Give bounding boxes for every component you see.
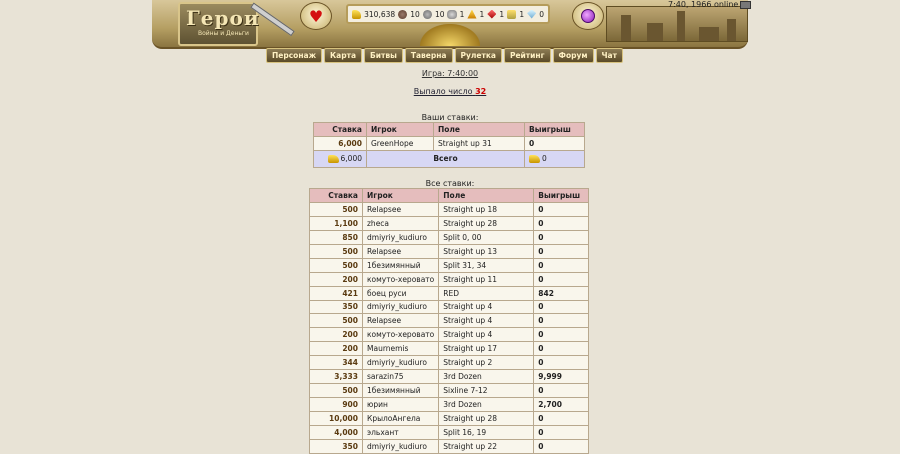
- cell-player[interactable]: Relapsee: [363, 202, 439, 216]
- cell-bet: 344: [310, 356, 363, 370]
- cell-field: 3rd Dozen: [439, 370, 534, 384]
- table-row: [310, 230, 589, 244]
- col-player: Игрок: [367, 123, 434, 137]
- my-bets-caption: Ваши ставки:: [421, 113, 479, 122]
- server-clock: [668, 0, 751, 9]
- health-orb[interactable]: [300, 2, 332, 30]
- castle-tower: [647, 23, 663, 41]
- cell-bet: 500: [310, 314, 363, 328]
- cell-win: 0: [534, 314, 589, 328]
- resource-crystal-value: 1: [499, 9, 505, 19]
- logo-title: Герои: [186, 6, 260, 30]
- result-number: 32: [475, 87, 487, 96]
- table-header-row: [310, 189, 589, 203]
- nav-map[interactable]: Карта: [324, 48, 362, 63]
- cell-win: 0: [534, 272, 589, 286]
- gold-ornament: [420, 24, 480, 46]
- cell-field: Straight up 17: [439, 342, 534, 356]
- mercury-icon: [447, 10, 456, 19]
- cell-field: Straight up 18: [439, 202, 534, 216]
- table-row: [310, 314, 589, 328]
- cell-win: 0: [534, 230, 589, 244]
- potion-icon: [581, 9, 595, 23]
- resource-mercury-value: 1: [459, 9, 465, 19]
- table-row: [310, 342, 589, 356]
- cell-field: 3rd Dozen: [439, 398, 534, 412]
- total-row: [314, 150, 585, 167]
- table-row: [310, 258, 589, 272]
- mana-orb[interactable]: [572, 2, 604, 30]
- table-row: [310, 384, 589, 398]
- cell-win: 0: [534, 384, 589, 398]
- cell-player[interactable]: dmiyriy_kudiuro: [363, 439, 439, 453]
- nav-character[interactable]: Персонаж: [266, 48, 322, 63]
- cell-field: Straight up 4: [439, 328, 534, 342]
- cell-player[interactable]: dmiyriy_kudiuro: [363, 230, 439, 244]
- resource-sulfur-value: 1: [479, 9, 485, 19]
- resource-diamond-value: 0: [539, 9, 545, 19]
- logo-subtitle: Войны и Деньги: [198, 30, 249, 37]
- cell-bet: 500: [310, 244, 363, 258]
- cell-field: Straight up 4: [439, 300, 534, 314]
- cell-win: 0: [534, 356, 589, 370]
- total-win: 0: [525, 150, 585, 167]
- cell-field: Sixline 7-12: [439, 384, 534, 398]
- gold-icon: [352, 10, 361, 19]
- table-row: [310, 286, 589, 300]
- cell-player[interactable]: dmiyriy_kudiuro: [363, 356, 439, 370]
- cell-player[interactable]: комуто-херовато: [363, 272, 439, 286]
- nav-tavern[interactable]: Таверна: [405, 48, 453, 63]
- cell-bet: 350: [310, 439, 363, 453]
- cell-player[interactable]: Relapsee: [363, 314, 439, 328]
- cell-bet: 200: [310, 272, 363, 286]
- cell-player[interactable]: комуто-херовато: [363, 328, 439, 342]
- castle-banner: [606, 6, 748, 42]
- col-bet: Ставка: [314, 123, 367, 137]
- cell-bet: 200: [310, 328, 363, 342]
- ore-icon: [398, 10, 407, 19]
- col-win: Выигрыш: [534, 189, 589, 203]
- cell-bet: 850: [310, 230, 363, 244]
- nav-roulette[interactable]: Рулетка: [455, 48, 502, 63]
- game-logo[interactable]: [178, 2, 258, 46]
- diamond-icon: [527, 10, 536, 19]
- sulfur-icon: [467, 10, 476, 19]
- result-prefix: Выпало число: [413, 87, 473, 96]
- resources-bar: [346, 4, 550, 24]
- table-row: [310, 356, 589, 370]
- cell-bet: 3,333: [310, 370, 363, 384]
- cell-field: Straight up 31: [434, 136, 525, 150]
- resource-ore-value: 10: [410, 9, 420, 19]
- table-header-row: [314, 123, 585, 137]
- cell-player[interactable]: zheca: [363, 216, 439, 230]
- cell-win: 9,999: [534, 370, 589, 384]
- table-row: [310, 272, 589, 286]
- cell-field: RED: [439, 286, 534, 300]
- table-row: [310, 244, 589, 258]
- nav-chat[interactable]: Чат: [596, 48, 623, 63]
- cell-bet: 500: [310, 384, 363, 398]
- nav-forum[interactable]: Форум: [553, 48, 594, 63]
- cell-player[interactable]: sarazin75: [363, 370, 439, 384]
- cell-player[interactable]: юрин: [363, 398, 439, 412]
- cell-bet: 500: [310, 202, 363, 216]
- nav-battles[interactable]: Битвы: [364, 48, 403, 63]
- cell-field: Straight up 22: [439, 439, 534, 453]
- cell-win: 0: [534, 258, 589, 272]
- game-header: [0, 0, 900, 66]
- cell-field: Straight up 11: [439, 272, 534, 286]
- table-row: [310, 300, 589, 314]
- cell-bet: 421: [310, 286, 363, 300]
- cell-win: 0: [534, 244, 589, 258]
- cell-player[interactable]: 1безимянный: [363, 258, 439, 272]
- total-bet: 6,000: [314, 150, 367, 167]
- cell-bet: 10,000: [310, 412, 363, 426]
- table-row: [314, 136, 585, 150]
- cell-win: 2,700: [534, 398, 589, 412]
- cell-field: Straight up 28: [439, 216, 534, 230]
- cell-win: 0: [534, 216, 589, 230]
- crystal-icon: [487, 10, 496, 19]
- main-nav: [266, 48, 623, 63]
- cell-win: 0: [534, 439, 589, 453]
- cell-win: 0: [534, 202, 589, 216]
- cell-player[interactable]: Maurnemis: [363, 342, 439, 356]
- cell-win: 842: [534, 286, 589, 300]
- cell-bet: 4,000: [310, 425, 363, 439]
- castle-tower: [727, 19, 736, 41]
- col-field: Поле: [439, 189, 534, 203]
- castle-tower: [621, 15, 631, 41]
- cell-bet: 1,100: [310, 216, 363, 230]
- cell-field: Split 31, 34: [439, 258, 534, 272]
- table-row: [310, 439, 589, 453]
- cell-player[interactable]: боец руси: [363, 286, 439, 300]
- cell-player[interactable]: КрылоАнгела: [363, 412, 439, 426]
- all-bets-table: [309, 188, 589, 454]
- wood-icon: [423, 10, 432, 19]
- table-row: [310, 202, 589, 216]
- cell-bet: 500: [310, 258, 363, 272]
- cell-field: Straight up 13: [439, 244, 534, 258]
- cell-win: 0: [534, 300, 589, 314]
- gem-icon: [507, 10, 516, 19]
- cell-player[interactable]: GreenHope: [367, 136, 434, 150]
- cell-field: Straight up 28: [439, 412, 534, 426]
- cell-field: Straight up 2: [439, 356, 534, 370]
- all-bets-caption: Все ставки:: [425, 179, 475, 188]
- cell-bet: 900: [310, 398, 363, 412]
- cell-player[interactable]: 1безимянный: [363, 384, 439, 398]
- game-time-link[interactable]: Игра: 7:40:00: [421, 69, 479, 78]
- col-bet: Ставка: [310, 189, 363, 203]
- col-win: Выигрыш: [525, 123, 585, 137]
- cell-player[interactable]: dmiyriy_kudiuro: [363, 300, 439, 314]
- nav-rating[interactable]: Рейтинг: [504, 48, 551, 63]
- castle-tower: [699, 27, 719, 41]
- cell-player[interactable]: Relapsee: [363, 244, 439, 258]
- resource-gem-value: 1: [519, 9, 525, 19]
- my-bets-table: [313, 122, 585, 168]
- table-row: [310, 370, 589, 384]
- table-row: [310, 412, 589, 426]
- gold-icon: [529, 155, 540, 163]
- col-field: Поле: [434, 123, 525, 137]
- cell-bet: 200: [310, 342, 363, 356]
- cell-field: Straight up 4: [439, 314, 534, 328]
- resource-gold-value: 310,638: [364, 9, 396, 19]
- roulette-result[interactable]: [0, 87, 900, 96]
- cell-win: 0: [525, 136, 585, 150]
- cell-field: Split 0, 00: [439, 230, 534, 244]
- online-icon[interactable]: [740, 1, 751, 9]
- cell-field: Split 16, 19: [439, 425, 534, 439]
- table-row: [310, 398, 589, 412]
- col-player: Игрок: [363, 189, 439, 203]
- castle-tower: [677, 11, 685, 41]
- cell-bet: 6,000: [314, 136, 367, 150]
- cell-win: 0: [534, 342, 589, 356]
- table-row: [310, 328, 589, 342]
- cell-win: 0: [534, 425, 589, 439]
- total-label: Всего: [367, 150, 525, 167]
- cell-win: 0: [534, 328, 589, 342]
- clock-text: 7:40, 1966 online: [668, 0, 739, 9]
- cell-bet: 350: [310, 300, 363, 314]
- table-row: [310, 216, 589, 230]
- table-row: [310, 425, 589, 439]
- gold-icon: [328, 155, 339, 163]
- resource-wood-value: 10: [434, 9, 445, 19]
- cell-win: 0: [534, 412, 589, 426]
- cell-player[interactable]: эльхант: [363, 425, 439, 439]
- heart-icon: ♥: [308, 6, 324, 26]
